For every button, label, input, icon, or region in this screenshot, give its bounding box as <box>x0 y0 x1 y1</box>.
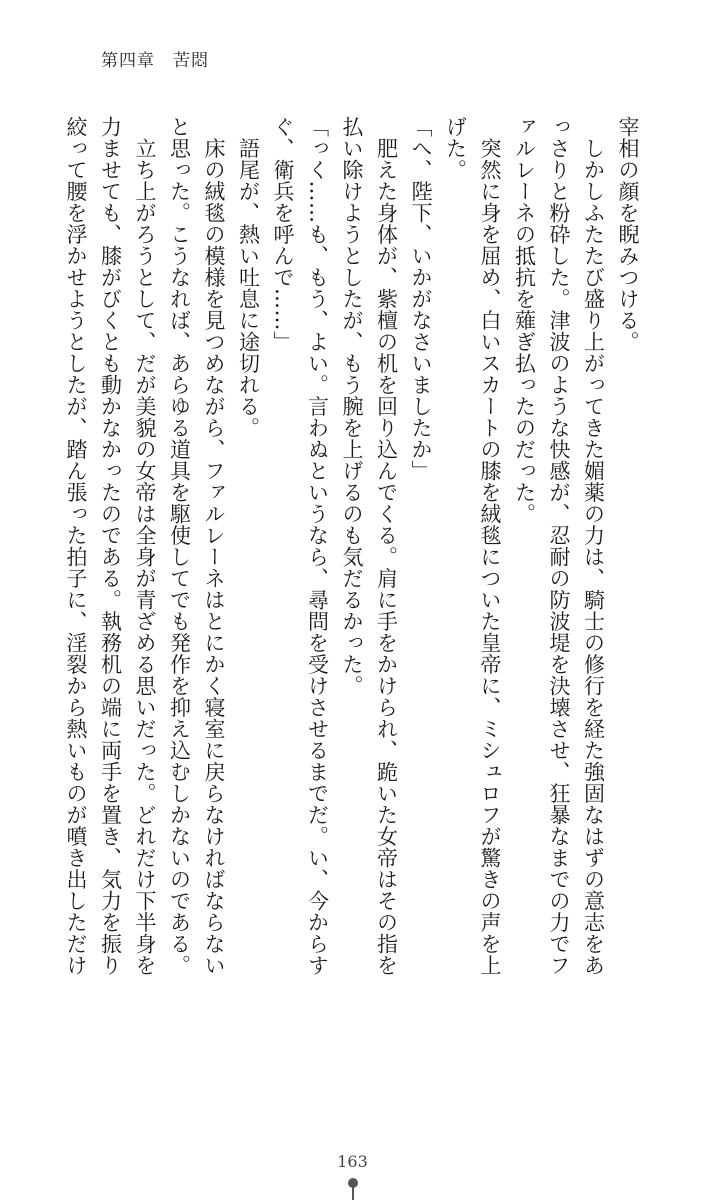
text-line: 突然に身を屈め、白いスカートの膝を絨毯についた皇帝に、ミシュロフが驚きの声を上 <box>478 116 502 976</box>
text-line: 「へ、陛下、いかがなさいましたか」 <box>409 116 433 482</box>
vertical-body-text <box>64 116 645 996</box>
text-line: 床の絨毯の模様を見つめながら、ファルレーネはとにかく寝室に戻らなければならない <box>202 116 226 976</box>
running-head: 第四章 苦悶 <box>101 51 209 71</box>
text-line: 力ませても、膝がびくとも動かなかったのである。執務机の端に両手を置き、気力を振り <box>98 116 123 976</box>
page-number: 163 <box>337 1152 368 1171</box>
text-line: 絞って腰を浮かせようとしたが、踏ん張った拍子に、淫裂から熱いものが噴き出しただけ <box>64 116 88 976</box>
text-line: 肥えた身体が、紫檀の机を回り込んでくる。肩に手をかけられ、跪いた女帝はその指を <box>374 116 399 976</box>
text-line: っさりと粉砕した。津波のような快感が、忍耐の防波堤を決壊させ、狂暴なまでの力でフ <box>547 116 571 976</box>
text-line: 宰相の顔を睨みつける。 <box>616 116 640 353</box>
text-line: ぐ、衛兵を呼んで……」 <box>271 116 295 353</box>
text-line: げた。 <box>443 116 468 181</box>
text-line: と思った。こうなれば、あらゆる道具を駆使してでも発作を抑え込むしかないのである。 <box>167 116 192 976</box>
bookmark-stem <box>352 1186 354 1200</box>
text-line: 払い除けようとしたが、もう腕を上げるのも気だるかった。 <box>340 116 364 697</box>
text-line: 「っく……も、もう、よい。言わぬというなら、尋問を受けさせるまでだ。い、今からす <box>305 116 330 976</box>
text-line: 語尾が、熱い吐息に途切れる。 <box>236 116 261 439</box>
text-line: ァルレーネの抵抗を薙ぎ払ったのだった。 <box>512 116 537 525</box>
text-line: 立ち上がろうとして、だが美貌の女帝は全身が青ざめる思いだった。どれだけ下半身を <box>133 116 157 976</box>
text-line: しかしふたたび盛り上がってきた媚薬の力は、騎士の修行を経た強固なはずの意志をあ <box>581 116 606 976</box>
